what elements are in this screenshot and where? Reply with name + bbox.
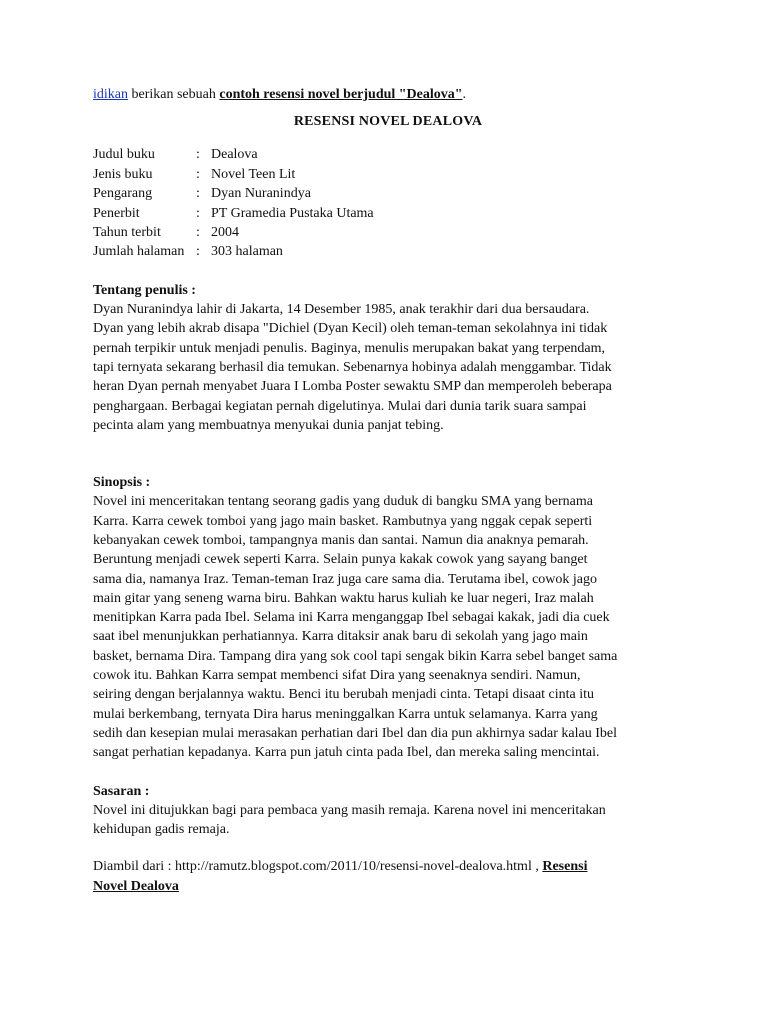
- section-heading: Sinopsis :: [93, 475, 151, 491]
- field-tahun-terbit: [93, 223, 683, 242]
- field-label: Jumlah halaman: [93, 244, 185, 260]
- section-heading: Tentang penulis :: [93, 282, 196, 298]
- source-title-part-1: Resensi: [542, 859, 588, 875]
- paragraph-line: penghargaan. Berbagai kegiatan pernah digelutinya. Mulai dari dunia tarik suara sampai: [93, 398, 587, 414]
- field-label: Jenis buku: [93, 166, 153, 182]
- paragraph-line: tapi ternyata sekarang berhasil dia temukan. Sebenarnya hobinya adalah menggambar. Tidak: [93, 359, 612, 375]
- field-separator: :: [196, 244, 200, 260]
- field-value: Novel Teen Lit: [211, 166, 296, 182]
- field-separator: :: [196, 147, 200, 163]
- paragraph-line: Novel ini ditujukkan bagi para pembaca yang masih remaja. Karena novel ini menceritakan: [93, 802, 606, 818]
- source-citation: [93, 857, 683, 896]
- paragraph-line: cowok itu. Bahkan Karra sempat membenci sifat Dira yang seenaknya sendiri. Namun,: [93, 668, 581, 684]
- field-value: 303 halaman: [211, 244, 283, 260]
- paragraph-line: basket, bernama Dira. Tampang dira yang sok cool tapi sengak bikin Karra sebel banget sama: [93, 648, 618, 664]
- field-value: Dealova: [211, 147, 258, 163]
- section-heading: Sasaran :: [93, 783, 150, 799]
- field-separator: :: [196, 224, 200, 240]
- paragraph-line: pecinta alam yang membuatnya menyukai dunia panjat tebing.: [93, 417, 444, 433]
- paragraph-line: menitipkan Karra pada Ibel. Selama ini Karra menganggap Ibel sebagai kakak, jadi dia cuek: [93, 610, 610, 626]
- book-info: [93, 145, 683, 261]
- intro-link[interactable]: idikan: [93, 87, 128, 102]
- field-penerbit: [93, 204, 683, 223]
- document-page: [93, 85, 683, 896]
- source-title-part-2: Novel Dealova: [93, 878, 179, 894]
- field-label: Pengarang: [93, 186, 153, 202]
- paragraph-line: Novel ini menceritakan tentang seorang gadis yang duduk di bangku SMA yang bernama: [93, 494, 593, 510]
- field-label: Tahun terbit: [93, 224, 161, 240]
- field-separator: :: [196, 186, 200, 202]
- document-title: RESENSI NOVEL DEALOVA: [293, 114, 483, 130]
- field-value: Dyan Nuranindya: [211, 186, 311, 202]
- field-separator: :: [196, 166, 200, 182]
- paragraph-line: Beruntung menjadi cewek seperti Karra. Selain punya kakak cowok yang sayang banget: [93, 552, 588, 568]
- paragraph-line: mulai berkembang, ternyata Dira harus meninggalkan Karra untuk selamanya. Karra yang: [93, 706, 598, 722]
- paragraph-line: sedih dan kesepian mulai merasakan perhatian dari Ibel dan dia pun akhirnya sadar kalau Ibel: [93, 725, 618, 741]
- paragraph-line: pernah terpikir untuk menjadi penulis. Baginya, menulis merupakan bakat yang terpendam,: [93, 340, 606, 356]
- paragraph-line: seiring dengan berjalannya waktu. Benci itu berubah menjadi cinta. Tetapi disaat cinta itu: [93, 687, 595, 703]
- field-value: PT Gramedia Pustaka Utama: [211, 205, 374, 221]
- field-label: Judul buku: [93, 147, 155, 163]
- field-value: 2004: [211, 224, 239, 240]
- paragraph-line: heran Dyan pernah menyabet Juara I Lomba Poster sewaktu SMP dan memperoleh beberapa: [93, 379, 612, 395]
- paragraph-line: sama dia, namanya Iraz. Teman-teman Iraz juga care sama dia. Terutama ibel, cowok jago: [93, 571, 598, 587]
- source-prefix: Diambil dari : http://ramutz.blogspot.com/2011/10/resensi-novel-dealova.html ,: [93, 859, 543, 875]
- field-separator: :: [196, 205, 200, 221]
- field-jenis-buku: [93, 165, 683, 184]
- paragraph-line: kebanyakan cewek tomboi, tampangnya manis dan santai. Namun dia anaknya pemarah.: [93, 533, 589, 548]
- paragraph-line: Dyan Nuranindya lahir di Jakarta, 14 Desember 1985, anak terakhir dari dua bersaudara.: [93, 302, 590, 318]
- intro-line: [93, 85, 683, 104]
- section-sasaran: [93, 782, 683, 840]
- paragraph-line: kehidupan gadis remaja.: [93, 822, 230, 838]
- paragraph-line: Karra. Karra cewek tomboi yang jago main basket. Rambutnya yang nggak cepak seperti: [93, 513, 593, 529]
- field-label: Penerbit: [93, 205, 140, 221]
- paragraph-line: saat ibel menunjukkan perhatiannya. Karra ditaksir anak baru di sekolah yang jago main: [93, 629, 588, 645]
- intro-end-text: .: [462, 87, 467, 102]
- paragraph-line: Dyan yang lebih akrab disapa "Dichiel (Dyan Kecil) oleh teman-teman sekolahnya ini tidak: [93, 321, 608, 337]
- paragraph-line: main gitar yang seneng warna biru. Bahkan waktu harus kuliah ke luar negeri, Iraz malah: [93, 590, 594, 606]
- section-penulis: [93, 281, 683, 435]
- intro-middle-text: berikan sebuah: [128, 87, 220, 102]
- paragraph-line: sangat perhatian kepadanya. Karra pun jatuh cinta pada Ibel, dan mereka saling mencintai.: [93, 745, 600, 761]
- field-judul-buku: [93, 145, 683, 164]
- field-pengarang: [93, 184, 683, 203]
- section-sinopsis: [93, 473, 683, 762]
- intro-bold-text: contoh resensi novel berjudul "Dealova": [219, 87, 463, 102]
- field-jumlah-halaman: [93, 242, 683, 261]
